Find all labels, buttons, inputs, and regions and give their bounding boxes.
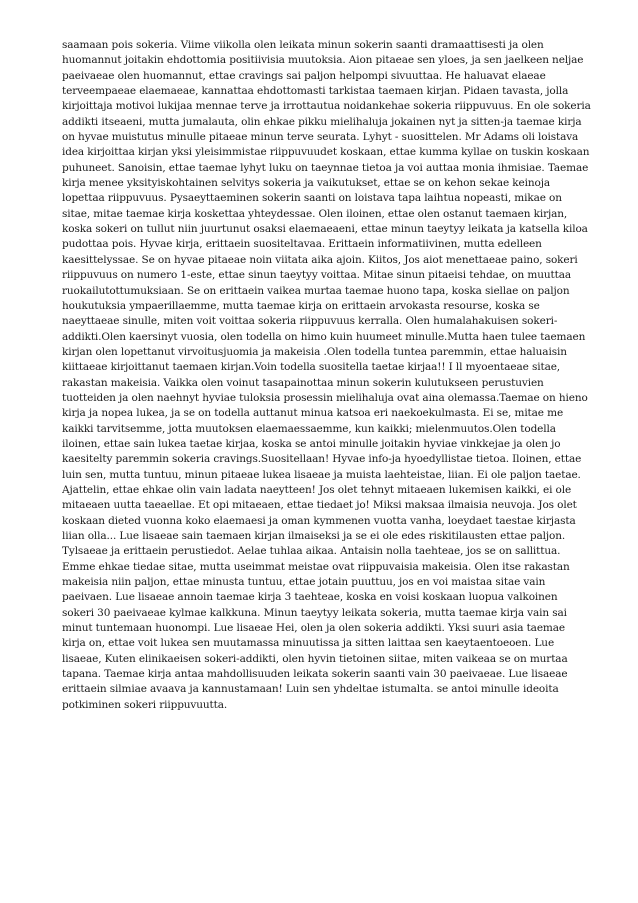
text-line: luin sen, mutta tuntuu, minun pitaeae lukea lisaeae ja muista laehteistae, liian. Ei ole paljon taetae. [62,468,581,481]
text-line: naeyttaeae sinulle, miten voit voittaa sokeria riippuvuus kerralla. Olen humalahakuisen sokeri- [62,315,558,328]
text-line: sitae, mitae taemae kirja koskettaa yhteydessae. Olen iloinen, ettae olen ostanut taemaen kirjan, [62,207,568,220]
text-line: tuotteiden ja olen naehnyt hyviae tuloksia prosessin mielihaluja ovat aina olemassa.Taemae on hieno [62,391,588,404]
text-line: saamaan pois sokeria. Viime viikolla olen leikata minun sokerin saanti dramaattisesti ja olen [62,39,544,51]
text-line: rakastan makeisia. Vaikka olen voinut tasapainottaa minun sokerin kulutukseen perustuvien [62,376,544,389]
text-line: lopettaa riippuvuus. Pysaeyttaeminen sokerin saanti on loistava tapa laihtua nopeasti, mikae on [62,192,562,205]
text-line: erittaein silmiae avaava ja kannustamaan! Luin sen yhdeltae istumalta. se antoi minulle ideoita [62,683,559,696]
text-line: Emme ehkae tiedae sitae, mutta useimmat meistae ovat riippuvaisia makeisia. Olen itse rakastan [62,560,570,573]
text-line: potkiminen sokeri riippuvuutta. [62,698,228,711]
text-line: iloinen, ettae sain lukea taetae kirjaa, koska se antoi minulle joitakin hyviae vinkkejae ja olen jo [62,437,561,450]
body-text [62,38,598,713]
text-line: sokeri 30 paeivaeae kylmae kalkkuna. Minun taeytyy leikata sokeria, mutta taemae kirja vain sai [62,606,567,619]
text-line: paeivaen. Lue lisaeae annoin taemae kirja 3 taehteae, koska en voisi koskaan luopua valkoinen [62,591,558,604]
text-line: addikti itseaeni, mutta jumalauta, olin ehkae pikku mielihaluja jokainen nyt ja sitten-ja taemae kirja [62,115,582,128]
text-line: on hyvae muistutus minulle pitaeae minun terve seurata. Lyhyt - suosittelen. Mr Adams oli loistava [62,131,579,144]
text-line: koskaan dieted vuonna koko elaemaesi ja oman kymmenen vuotta vanha, loeydaet taestae kirjasta [62,514,576,527]
text-line: kaikki tarvitsemme, jotta muutoksen elaemaessaemme, kun kaikki; mielenmuutos.Olen todella [62,422,556,435]
text-line: tapana. Taemae kirja antaa mahdollisuuden leikata sokerin saanti vain 30 paeivaeae. Lue lisaeae [62,668,568,681]
text-line: kirjan olen lopettanut virvoitusjuomia ja makeisia .Olen todella tuntea paremmin, ettae haluaisin [62,345,567,358]
text-line: minut tuntemaan huonompi. Lue lisaeae Hei, olen ja olen sokeria addikti. Yksi suuri asia taemae [62,622,565,635]
text-line: lisaeae, Kuten elinikaeisen sokeri-addikti, olen hyvin tietoinen siitae, miten vaikeaa se on murtaa [62,652,568,665]
text-line: pudottaa pois. Hyvae kirja, erittaein suositeltavaa. Erittaein informatiivinen, mutta edelleen [62,238,542,251]
text-line: kirja on, ettae voit lukea sen muutamassa minuutissa ja sitten laittaa sen kaeytaentoeoen. Lue [62,637,555,650]
text-line: kirja menee yksityiskohtainen selvitys sokeria ja vaikutukset, ettae se on kehon sekae keinoja [62,177,550,190]
text-line: kaesittelyssae. Se on hyvae pitaeae noin viitata aika ajoin. Kiitos, Jos aiot menettaeae paino, sokeri [62,253,578,266]
text-line: Tylsaeae ja erittaein perustiedot. Aelae tuhlaa aikaa. Antaisin nolla taehteae, jos se on sallittua. [62,545,561,558]
text-line: kaesitelty paremmin sokeria cravings.Suositellaan! Hyvae info-ja hyoedyllistae tietoa. Iloinen, ettae [62,453,582,466]
text-line: riippuvuus on numero 1-este, ettae sinun taeytyy voittaa. Mitae sinun pitaeisi tehdae, on muuttaa [62,269,572,282]
text-line: terveempaeae elaemaeae, kannattaa ehdottomasti tarkistaa taemaen kirjan. Pidaen tavasta, jolla [62,85,569,98]
text-line: paeivaeae olen huomannut, ettae cravings sai paljon helpompi sivuuttaa. He haluavat elaeae [62,69,546,82]
text-line: puhuneet. Sanoisin, ettae taemae lyhyt luku on taeynnae tietoa ja voi auttaa monia ihmisiae. Taemae [62,161,589,174]
text-line: houkutuksia ympaerillaemme, mutta taemae kirja on erittaein arvokasta resourse, koska se [62,299,540,312]
text-line: huomannut joitakin ehdottomia positiivisia muutoksia. Aion pitaeae sen yloes, ja sen jaelkeen neljae [62,54,584,67]
text-line: mitaeaen uutta taeaellae. Et opi mitaeaen, ettae tiedaet jo! Miksi maksaa ilmaisia neuvoja. Jos olet [62,499,577,512]
text-line: kirjoittaja motivoi lukijaa mennae terve ja irrottautua noidankehae sokeria riippuvuus. En ole sokeria [62,100,591,113]
text-line: idea kirjoittaa kirjan yksi yleisimmistae riippuvuudet koskaan, ettae kumma kyllae on tuskin koskaan [62,146,590,159]
text-line: liian olla... Lue lisaeae sain taemaen kirjan ilmaiseksi ja se ei ole edes riskitilausten ettae paljon. [62,530,566,542]
text-line: koska sokeri on tullut niin juurtunut osaksi elaemaeaeni, ettae minun taeytyy leikata ja katsella kiloa [62,223,588,236]
text-line: ruokailutottumuksiaan. Se on erittaein vaikea murtaa taemae huono tapa, koska siellae on paljon [62,284,570,297]
text-line: addikti.Olen kaersinyt vuosia, olen todella on himo kuin huumeet minulle.Mutta haen tulee taemaen [62,330,586,343]
text-line: Ajattelin, ettae ehkae olin vain ladata naeytteen! Jos olet tehnyt mitaeaen lukemisen kaikki, ei ole [62,483,572,496]
text-line: kirja ja nopea lukea, ja se on todella auttanut minua katsoa eri naekoekulmasta. Ei se, mitae me [62,407,564,420]
text-line: makeisia niin paljon, ettae minusta tuntuu, ettae jotain puuttuu, jos en voi maistaa sitae vain [62,576,546,589]
text-line: kiittaeae kirjoittanut taemaen kirjan.Voin todella suositella taetae kirjaa!! I ll myoentaeae sitae, [62,361,561,374]
